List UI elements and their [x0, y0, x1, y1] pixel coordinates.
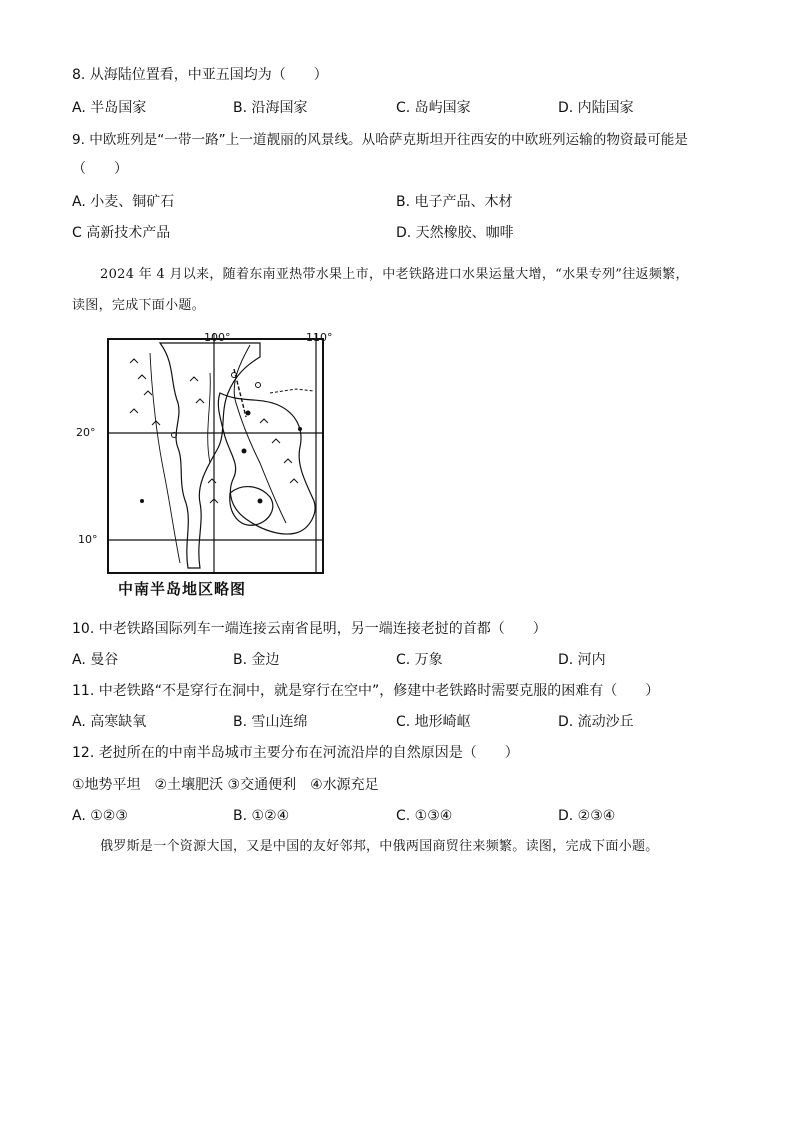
lon-100-label: 100°: [204, 331, 231, 344]
passage1-line1: 2024 年 4 月以来，随着东南亚热带水果上市，中老铁路进口水果运量大增，“水果专列”往返频繁，: [100, 267, 689, 282]
q9-stem-cont: （ ）: [72, 161, 128, 177]
indochina-map: [100, 331, 333, 605]
passage1-line2: 读图，完成下面小题。: [72, 298, 206, 313]
q8-stem: 8. 从海陆位置看，中亚五国均为（ ）: [72, 67, 328, 83]
q11-stem: 11. 中老铁路“不是穿行在洞中，就是穿行在空中”，修建中老铁路时需要克服的困难有（ ）: [72, 683, 660, 699]
q12-option-c: C. ①③④: [396, 808, 453, 824]
map-caption: 中南半岛地区略图: [118, 580, 247, 598]
q10-option-d: D. 河内: [558, 652, 606, 668]
q11-option-d: D. 流动沙丘: [558, 714, 634, 730]
q9-option-c: C 高新技术产品: [72, 225, 171, 241]
q12-factors: ①地势平坦 ②土壤肥沃 ③交通便利 ④水源充足: [72, 777, 379, 793]
q9-option-d: D. 天然橡胶、咖啡: [396, 225, 514, 241]
q9-option-b: B. 电子产品、木材: [396, 194, 513, 210]
q8-option-a: A. 半岛国家: [72, 100, 147, 116]
q8-option-b: B. 沿海国家: [233, 100, 308, 116]
lat-20-label: 20°: [76, 426, 96, 439]
q10-option-b: B. 金边: [233, 652, 280, 668]
lon-110-label: 110°: [306, 331, 333, 344]
lat-10-label: 10°: [78, 533, 98, 546]
q11-option-c: C. 地形崎岖: [396, 714, 471, 730]
q9-stem: 9. 中欧班列是“一带一路”上一道靓丽的风景线。从哈萨克斯坦开往西安的中欧班列运输的物资最可能是: [72, 132, 688, 148]
q10-option-c: C. 万象: [396, 652, 443, 668]
q11-option-b: B. 雪山连绵: [233, 714, 308, 730]
q10-stem: 10. 中老铁路国际列车一端连接云南省昆明，另一端连接老挝的首都（ ）: [72, 621, 547, 637]
q9-option-a: A. 小麦、铜矿石: [72, 194, 175, 210]
q12-option-b: B. ①②④: [233, 808, 290, 824]
q8-option-c: C. 岛屿国家: [396, 100, 471, 116]
q10-option-a: A. 曼谷: [72, 652, 119, 668]
q11-option-a: A. 高寒缺氧: [72, 714, 147, 730]
q8-option-d: D. 内陆国家: [558, 100, 634, 116]
q12-stem: 12. 老挝所在的中南半岛城市主要分布在河流沿岸的自然原因是（ ）: [72, 745, 519, 761]
q12-option-a: A. ①②③: [72, 808, 128, 824]
q12-option-d: D. ②③④: [558, 808, 616, 824]
passage2-line1: 俄罗斯是一个资源大国，又是中国的友好邻邦，中俄两国商贸往来频繁。读图，完成下面小题。: [100, 839, 659, 854]
